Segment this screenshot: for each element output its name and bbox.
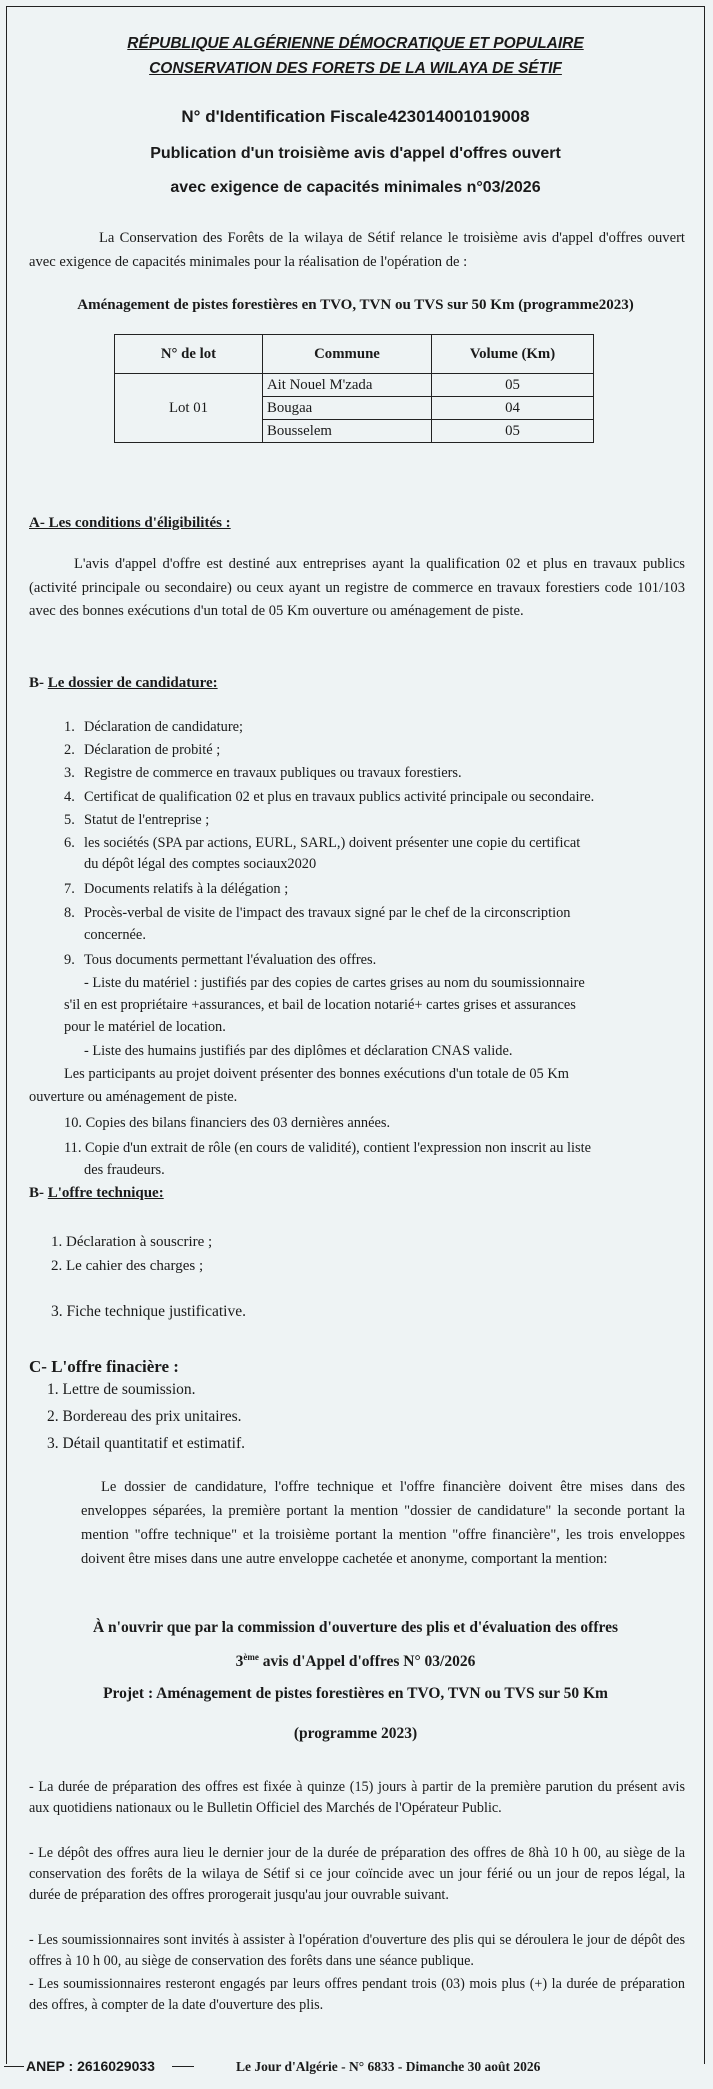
mention-avis: avis d'Appel d'offres N° 03/2026 xyxy=(258,1653,476,1671)
materiel-line: - Liste du matériel : justifiés par des copies de cartes grises au nom du soumissionnaire xyxy=(84,975,585,991)
list-item: 10. Copies des bilans financiers des 03 dernières années. xyxy=(64,1115,391,1131)
section-tech-title: L'offre technique: xyxy=(47,1185,164,1201)
mention-line2 xyxy=(7,1652,704,1671)
th-volume: Volume (Km) xyxy=(432,335,594,374)
mention-line4: (programme 2023) xyxy=(293,1725,418,1742)
th-lot: N° de lot xyxy=(115,335,263,374)
materiel-line: pour le matériel de location. xyxy=(64,1019,226,1035)
mention-ordinal-suffix: ème xyxy=(243,1652,259,1662)
section-a-text: L'avis d'appel d'offre est destiné aux entreprises ayant la qualification 02 et plus en travaux publics (activité principale ou secondaire) ou ceux ayant un registre de commerce en travaux forestiers code 101/103 avec des bonnes exécutions d'un total de 05 Km ouverture ou aménagement de piste. xyxy=(29,556,685,619)
humains-line: - Liste des humains justifiés par des diplômes et déclaration CNAS valide. xyxy=(84,1043,513,1059)
materiel-line: s'il en est propriétaire +assurances, et bail de location notarié+ cartes grises et assurances xyxy=(64,997,576,1013)
mention-line1: À n'ouvrir que par la commission d'ouverture des plis et d'évaluation des offres xyxy=(92,1619,619,1636)
list-item: 3. Fiche technique justificative. xyxy=(51,1303,246,1320)
footer-rule-mid xyxy=(172,2066,194,2067)
header-conservation: CONSERVATION DES FORETS DE LA WILAYA DE SÉTIF xyxy=(149,60,562,77)
condition-item: - Les soumissionnaires resteront engagés par leurs offres pendant trois (03) mois plus (+) la durée de préparation des offres, à compter de la date d'ouverture des plis. xyxy=(29,1976,685,2013)
participants-line: ouverture ou aménagement de piste. xyxy=(29,1089,238,1105)
list-item: 3. Détail quantitatif et estimatif. xyxy=(47,1435,245,1452)
intro-paragraph: La Conservation des Forêts de la wilaya de Sétif relance le troisième avis d'appel d'offres ouvert avec exigence de capacités minimales pour la réalisation de l'opération de : xyxy=(29,230,685,270)
list-item: des fraudeurs. xyxy=(84,1162,165,1178)
list-item: 11. Copie d'un extrait de rôle (en cours de validité), contient l'expression non inscrit au liste xyxy=(64,1140,591,1156)
lot-cell: Lot 01 xyxy=(115,374,263,443)
footer-journal: Le Jour d'Algérie - N° 6833 - Dimanche 30 août 2026 xyxy=(236,2059,541,2074)
section-b-prefix: B- xyxy=(29,675,44,691)
section-tech-prefix: B- xyxy=(29,1185,44,1201)
footer-anep: ANEP : 2616029033 xyxy=(26,2058,155,2074)
section-tech-heading xyxy=(29,1185,164,1202)
title-line1: Publication d'un troisième avis d'appel d'offres ouvert xyxy=(150,145,561,162)
commune-cell: Ait Nouel M'zada xyxy=(263,374,432,397)
section-fin-title: C- L'offre finacière : xyxy=(29,1357,179,1376)
title-line2: avec exigence de capacités minimales n°03/2026 xyxy=(170,179,541,196)
volume-cell: 04 xyxy=(432,397,594,420)
section-b-heading xyxy=(29,675,218,692)
volume-cell: 05 xyxy=(432,374,594,397)
commune-cell: Bougaa xyxy=(263,397,432,420)
notice-frame: RÉPUBLIQUE ALGÉRIENNE DÉMOCRATIQUE ET POPULAIRE CONSERVATION DES FORETS DE LA WILAYA DE SÉTIF N° d'Identification Fiscale423014001019008 Publication d'un troisième avis d'appel d'offres ouvert avec exigence de capacités minimales n°03/2026 La Conservation des Forêts de la wilaya de Sétif relance le troisième avis d'appel d'offres ouvert avec exigence de capacités minimales pour la réalisation de l'opération de : Aménagement de pistes forestières en TVO, TVN ou TVS sur 50 Km (programme2023) N° de lot Commune Volume (Km) Lot 01 Ait Nouel M'zada 05 Bougaa 04 Bousselem 05 A- Les conditions d'éligibilités : L'avis d'appel d'offre est destiné aux entreprises ayant la qualification 02 et plus en travaux publics (activité principale ou secondaire) ou ceux ayant un registre de commerce en travaux forestiers code 101/103 avec des bonnes exécutions d'un total de 05 Km ouverture ou aménagement de piste. B- Le dossier de candidature: 1. Déclaration de candidature; 2. Déclaration de probité ; 3. Registre de commerce en travaux publiques ou travaux forestiers. 4. Certificat de qualification 02 et plus en travaux publics activité principale ou secondaire. 5. Statut de l'entreprise ; 6. les sociétés (SPA par actions, EURL, SARL,) doivent présenter une copie du certificat du dépôt légal des comptes sociaux2020 7. Documents relatifs à la délégation ; 8. Procès-verbal de visite de l'impact des travaux signé par le chef de la circonscription concernée. 9. Tous documents permettant l'évaluation des offres. - Liste du matériel : justifiés par des copies de cartes grises au nom du soumissionnaire s'il en est propriétaire +assurances, et bail de location notarié+ cartes grises et assurances pour le matériel de location. - Liste des humains justifiés par des diplômes et déclaration CNAS valide. Les participants au projet doivent présenter des bonnes exécutions d'un totale de 05 Km ouverture ou aménagement de piste. 10. Copies des bilans financiers des 03 dernières années. 11. Copie d'un extrait de rôle (en cours de validité), contient l'expression non inscrit au liste des fraudeurs. B- L'offre technique: 1. Déclaration à souscrire ; 2. Le cahier des charges ; 3. Fiche technique justificative. C- L'offre finacière : 1. Lettre de soumission. 2. Bordereau des prix unitaires. 3. Détail quantitatif et estimatif. Le dossier de candidature, l'offre technique et l'offre financière doivent être mises dans des enveloppes séparées, la première portant la mention "dossier de candidature" la seconde portant la mention "offre technique" et la troisième portant la mention "offre financière", les trois enveloppes doivent être mises dans une autre enveloppe cachetée et anonyme, comportant la mention: À n'ouvrir que par la commission d'ouverture des plis et d'évaluation des offres 3ème avis d'Appel d'offres N° 03/2026 Projet : Aménagement de pistes forestières en TVO, TVN ou TVS sur 50 Km (programme 2023) - La durée de préparation des offres est fixée à quinze (15) jours à partir de la première parution du présent avis aux quotidiens nationaux ou le Bulletin Officiel des Marchés de l'Opérateur Public. - Le dépôt des offres aura lieu le dernier jour de la durée de préparation des offres de 8hà 10 h 00, au siège de la conservation des forêts de la wilaya de Sétif si ce jour coïncide avec un jour férié ou un jour de repos légal, la durée de préparation des offres prorogerait jusqu'au jour ouvrable suivant. - Les soumissionnaires sont invités à assister à l'opération d'ouverture des plis qui se déroulera le jour de dépôt des offres à 10 h 00, au siège de conservation des forêts dans une séance publique. - Les soumissionnaires resteront engagés par leurs offres pendant trois (03) mois plus (+) la durée de préparation des offres, à compter de la date d'ouverture des plis. xyxy=(6,6,705,2078)
mention-line3: Projet : Aménagement de pistes forestières en TVO, TVN ou TVS sur 50 Km xyxy=(103,1685,608,1702)
mention-ordinal: 3 xyxy=(235,1653,244,1671)
section-a-title: A- Les conditions d'éligibilités : xyxy=(29,515,231,531)
operation-title: Aménagement de pistes forestières en TVO, TVN ou TVS sur 50 Km (programme2023) xyxy=(77,297,634,313)
condition-item: - Les soumissionnaires sont invités à assister à l'opération d'ouverture des plis qui se déroulera le jour de dépôt des offres à 10 h 00, au siège de conservation des forêts dans une séance publique. xyxy=(29,1932,685,1969)
list-item: 1. Déclaration à souscrire ; xyxy=(51,1234,213,1250)
list-item: 1. Lettre de soumission. xyxy=(47,1381,196,1398)
condition-item: - La durée de préparation des offres est fixée à quinze (15) jours à partir de la première parution du présent avis aux quotidiens nationaux ou le Bulletin Officiel des Marchés de l'Opérateur Public. xyxy=(29,1779,685,1816)
list-item: 2. Bordereau des prix unitaires. xyxy=(47,1408,242,1425)
fiscal-id: N° d'Identification Fiscale423014001019008 xyxy=(181,107,530,126)
condition-item: - Le dépôt des offres aura lieu le dernier jour de la durée de préparation des offres de 8hà 10 h 00, au siège de la conservation des forêts de la wilaya de Sétif si ce jour coïncide avec un jour férié ou un jour de repos légal, la durée de préparation des offres prorogerait jusqu'au jour ouvrable suivant. xyxy=(29,1845,685,1903)
th-commune: Commune xyxy=(263,335,432,374)
section-b-title: Le dossier de candidature: xyxy=(47,675,218,691)
participants-line: Les participants au projet doivent présenter des bonnes exécutions d'un totale de 05 Km xyxy=(64,1066,569,1082)
lots-table xyxy=(114,334,594,443)
commune-cell: Bousselem xyxy=(263,420,432,443)
envelopes-paragraph: Le dossier de candidature, l'offre technique et l'offre financière doivent être mises dans des enveloppes séparées, la première portant la mention "dossier de candidature" la seconde portant la mention "offre technique" et la troisième portant la mention "offre financière", les trois enveloppes doivent être mises dans une autre enveloppe cachetée et anonyme, comportant la mention: xyxy=(81,1479,685,1567)
footer-rule-left xyxy=(4,2066,24,2067)
header-republic: RÉPUBLIQUE ALGÉRIENNE DÉMOCRATIQUE ET POPULAIRE xyxy=(127,35,584,52)
volume-cell: 05 xyxy=(432,420,594,443)
list-item: 2. Le cahier des charges ; xyxy=(51,1258,204,1274)
